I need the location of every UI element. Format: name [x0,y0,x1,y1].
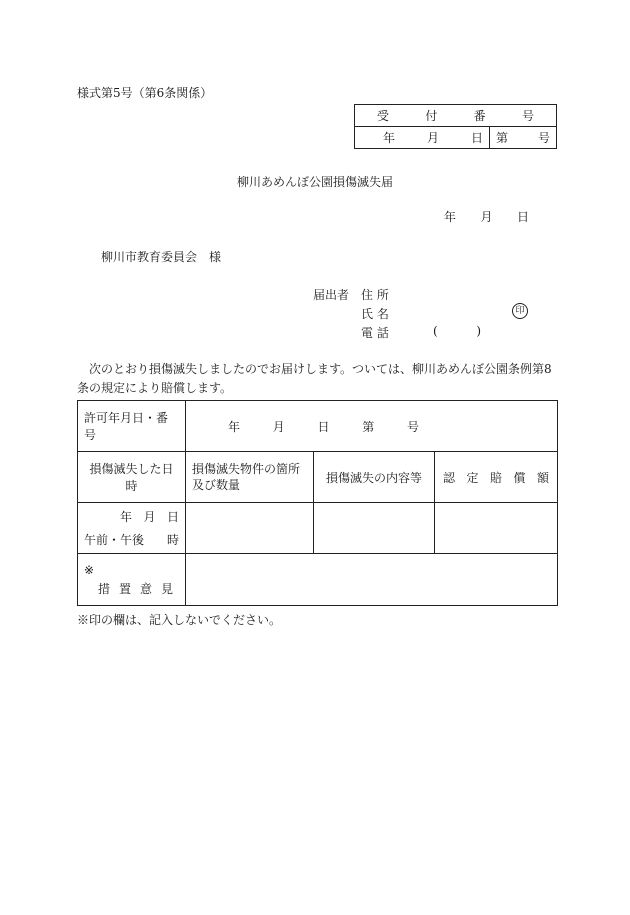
dt-month: 月 [143,510,156,524]
amount-char: 償 [513,470,526,485]
form-number: 様式第5号（第6条関係） [77,86,213,100]
receipt-go: 号 [537,131,550,145]
receipt-year: 年 [383,131,396,145]
form-title: 柳川あめんぼ公園損傷滅失届 [236,175,393,189]
submission-date [444,208,529,225]
permit-month: 月 [272,419,285,434]
date-day: 日 [516,210,529,224]
date-year: 年 [444,210,457,224]
phone-parens [433,324,481,338]
phone-paren-close: ) [476,324,481,338]
receipt-month: 月 [426,131,439,145]
amount-value-cell [435,503,558,554]
permit-year: 年 [228,419,241,434]
measure-char: 見 [160,581,173,596]
receipt-header-char: 受 [377,109,390,123]
dt-hour: 時 [166,533,179,547]
amount-char: 賠 [489,470,502,485]
header-date: 損傷滅失した日時 [78,452,186,503]
damage-report-table [77,400,558,606]
addressee: 柳川市教育委員会 様 [101,250,222,264]
date-time-cell [78,503,186,554]
seal-icon: 印 [512,303,528,319]
item-value-cell [186,503,314,554]
dt-day: 日 [166,510,179,524]
permit-value [186,401,558,452]
phone-label: 電 話 [361,326,389,340]
receipt-header-char: 号 [521,109,534,123]
content-value-cell [314,503,435,554]
dt-ampm: 午前・午後 [84,533,145,547]
date-month: 月 [480,210,493,224]
measure-label-cell [78,554,186,606]
header-amount [435,452,558,503]
measure-char: 置 [118,581,131,596]
header-item: 損傷滅失物件の箇所及び数量 [186,452,314,503]
receipt-header-char: 付 [425,109,438,123]
amount-char: 認 [443,470,456,485]
receipt-dai: 第 [496,131,509,145]
submitter-label: 届出者 [313,288,350,302]
permit-label: 許可年月日・番号 [78,401,186,452]
receipt-day: 日 [470,131,483,145]
permit-day: 日 [317,419,330,434]
address-label: 住 所 [361,288,389,302]
permit-dai: 第 [362,419,375,434]
dt-year: 年 [120,510,133,524]
name-label: 氏 名 [361,307,389,321]
amount-char: 額 [536,470,549,485]
measure-value-cell [186,554,558,606]
receipt-date-cell [355,127,490,149]
body-text: 次のとおり損傷滅失しましたのでお届けします。ついては、柳川あめんぼ公園条例第8条の規定により賠償します。 [77,362,552,395]
receipt-number-cell [490,127,557,149]
receipt-header [355,105,557,127]
phone-paren-open: ( [433,324,438,338]
header-content: 損傷滅失の内容等 [314,452,435,503]
amount-char: 定 [466,470,479,485]
receipt-number-box [354,104,557,149]
footnote: ※印の欄は、記入しないでください。 [77,613,282,627]
measure-char: 意 [139,581,152,596]
permit-go: 号 [406,419,419,434]
measure-mark: ※ [84,562,95,577]
receipt-header-char: 番 [473,109,486,123]
measure-char: 措 [98,581,111,596]
